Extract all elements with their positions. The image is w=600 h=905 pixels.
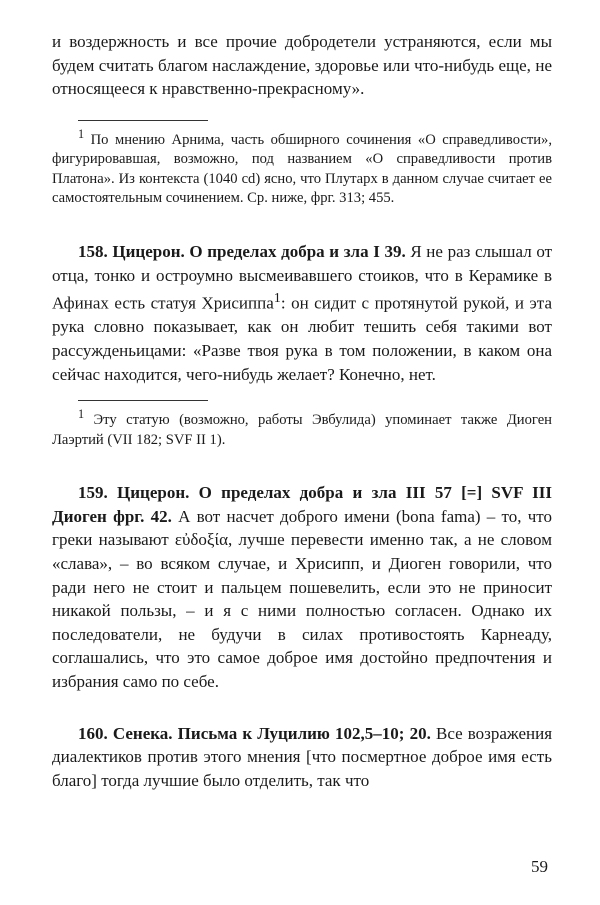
fragment-158-text-1: Я не раз слышал от отца, тонко и остроумно высмеивавшего стоиков, что в Керамике в Афинах есть статуя Хрисиппа xyxy=(52,242,553,313)
fragment-158-text-2: : он сидит с протянутой рукой, и эта рука словно показывает, как он любит тешить себя такими вот рассужденьицами: «Разве твоя рука в том положении, в каком она сейчас находится, чего-нибудь желает? Конечно, нет. xyxy=(52,293,552,384)
fragment-160-text: Все возражения диалектиков против этого мнения [что посмертное доброе имя есть благо] тогда лучшие было отделить, так что xyxy=(52,723,553,790)
fragment-158-heading: 158. Цицерон. О пределах добра и зла I 39. xyxy=(78,242,406,262)
footnote-divider xyxy=(78,400,208,401)
footnote-mark: 1 xyxy=(78,126,85,141)
fragment-158 xyxy=(52,240,552,386)
footnote-text: По мнению Арнима, часть обширного сочинения «О справедливости», фигурировавшая, возможно, под названием «О справедливости против Платона». Из контекста (1040 cd) ясно, что Плутарх в данном случае считает ее самостоятельным сочинением. Ср. ниже, фрг. 313; 455. xyxy=(52,131,552,207)
footnote-arnim xyxy=(52,125,552,209)
footnote-ref: 1 xyxy=(273,290,281,307)
footnote-divider xyxy=(78,120,208,121)
page-body xyxy=(52,30,552,792)
footnote-text: Эту статую (возможно, работы Эвбулида) упоминает также Диоген Лаэртий (VII 182; SVF II 1). xyxy=(52,412,552,448)
footnote-mark: 1 xyxy=(78,407,85,422)
footnote-statue xyxy=(52,405,552,450)
fragment-159 xyxy=(52,481,552,693)
fragment-160 xyxy=(52,722,552,793)
page-number: 59 xyxy=(531,857,548,876)
intro-paragraph: и воздержность и все прочие добродетели устраняются, если мы будем считать благом наслаждение, здоровье или что-нибудь еще, не относящееся к нравственно-прекрасному». xyxy=(52,32,552,99)
fragment-159-text: А вот насчет доброго имени (bona fama) – то, что греки называют εὐδοξία, лучше перевести именно так, а не словом «слава», – во всяком случае, и Хрисипп, и Диоген говорили, что ради него не стоит и пальцем пошевелить, если это не приносит никакой пользы, – и я с ними полностью согласен. Однако их последователи, не будучи в силах противостоять Карнеаду, соглашались, что это самое доброе имя достойно предпочтения и избрания само по себе. xyxy=(52,506,552,692)
fragment-159-heading: 159. Цицерон. О пределах добра и зла III 57 [=] SVF III Диоген фрг. 42. xyxy=(52,483,552,526)
fragment-160-heading: 160. Сенека. Письма к Луцилию 102,5–10; 20. xyxy=(78,723,431,743)
